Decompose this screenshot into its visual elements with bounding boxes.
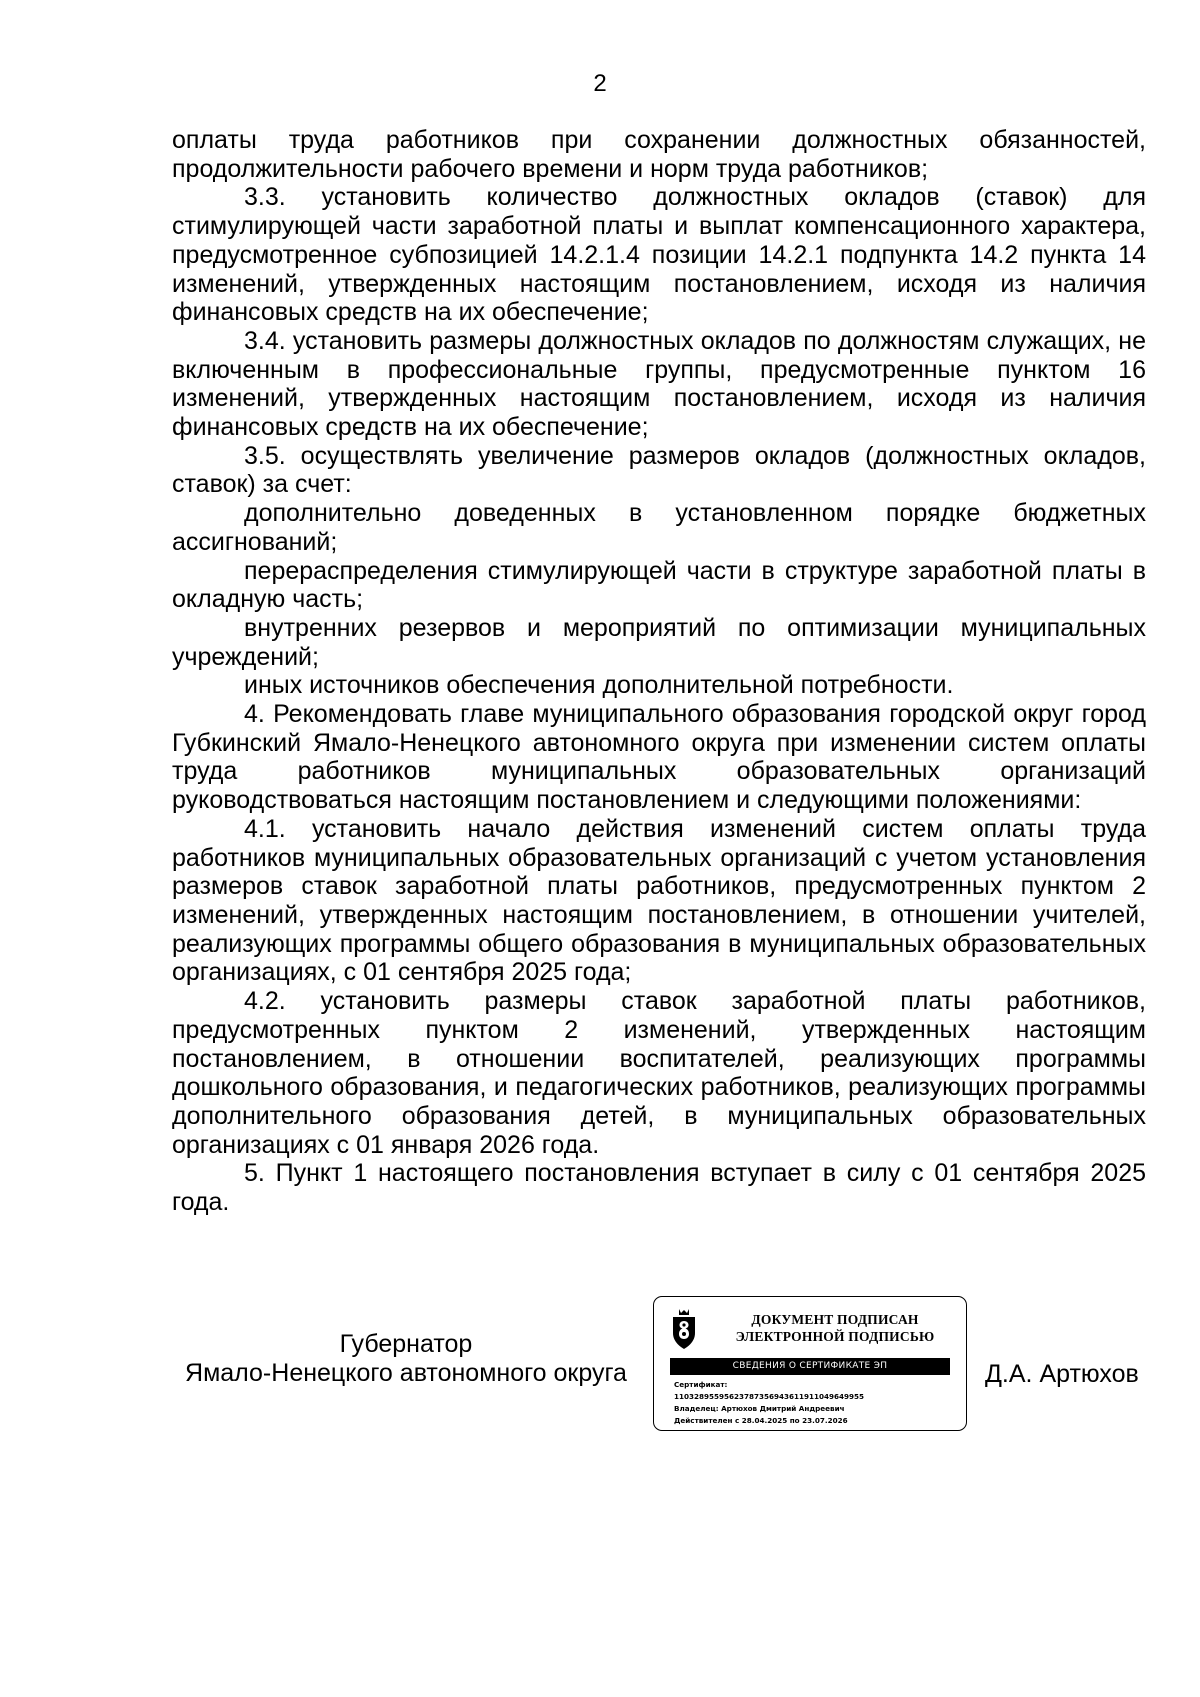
paragraph: 4.2. установить размеры ставок заработной платы работников, предусмотренных пунктом 2 изменений, утвержденных настоящим постановлением, в отношении воспитателей, реализующих программы дошкольного образования, и педагогических работников, реализующих программы дополнительного образования детей, в муниципальных образовательных организациях с 01 января 2026 года.	[172, 987, 1146, 1159]
paragraph: иных источников обеспечения дополнительной потребности.	[244, 671, 954, 700]
signatory-position-line1: Губернатор	[339, 1330, 473, 1358]
signatory-name: Д.А. Артюхов	[985, 1360, 1139, 1388]
paragraph: дополнительно доведенных в установленном порядке бюджетных ассигнований;	[172, 499, 1146, 556]
certificate-validity: Действителен с 28.04.2025 по 23.07.2026	[674, 1416, 848, 1425]
paragraph: 4.1. установить начало действия изменений систем оплаты труда работников муниципальных образовательных организаций с учетом установления размеров ставок заработной платы работников, предусмотренных пунктом 2 изменений, утвержденных настоящим постановлением, в отношении учителей, реализующих программы общего образования в муниципальных образовательных организациях, с 01 сентября 2025 года;	[172, 814, 1146, 987]
paragraph: 4. Рекомендовать главе муниципального образования городской округ город Губкинский Ямало-Ненецкого автономного округа при изменении систем оплаты труда работников муниципальных образовательных организаций руководствоваться настоящим постановлением и следующими положениями:	[172, 700, 1146, 815]
paragraph: оплаты труда работников при сохранении должностных обязанностей, продолжительности рабочего времени и норм труда работников;	[172, 126, 1146, 183]
stamp-title	[712, 1311, 958, 1345]
paragraph: 5. Пункт 1 настоящего постановления вступает в силу с 01 сентября 2025 года.	[172, 1159, 1146, 1217]
electronic-signature-stamp	[653, 1296, 967, 1431]
certificate-info-bar: СВЕДЕНИЯ О СЕРТИФИКАТЕ ЭП	[670, 1358, 950, 1375]
paragraph: 3.4. установить размеры должностных окладов по должностям служащих, не включенным в профессиональные группы, предусмотренные пунктом 16 изменений, утвержденных настоящим постановлением, исходя из наличия финансовых средств на их обеспечение;	[172, 326, 1146, 442]
stamp-title-line2: ЭЛЕКТРОННОЙ ПОДПИСЬЮ	[735, 1329, 935, 1344]
paragraph: внутренних резервов и мероприятий по оптимизации муниципальных учреждений;	[172, 613, 1146, 671]
page-number: 2	[593, 70, 607, 97]
certificate-number: 11032895595623787356943611911049649955	[674, 1392, 865, 1401]
stamp-title-line1: ДОКУМЕНТ ПОДПИСАН	[751, 1312, 919, 1327]
document-body	[172, 126, 1146, 1217]
certificate-details	[674, 1379, 959, 1427]
paragraph: 3.3. установить количество должностных окладов (ставок) для стимулирующей части заработной платы и выплат компенсационного характера, предусмотренное субпозицией 14.2.1.4 позиции 14.2.1 подпункта 14.2 пункта 14 изменений, утвержденных настоящим постановлением, исходя из наличия финансовых средств на их обеспечение;	[172, 183, 1146, 327]
signatory-position	[172, 1330, 640, 1388]
signature-block	[0, 1296, 1200, 1436]
coat-of-arms-icon	[668, 1307, 700, 1351]
paragraph: 3.5. осуществлять увеличение размеров окладов (должностных окладов, ставок) за счет:	[172, 441, 1146, 499]
paragraph: перераспределения стимулирующей части в структуре заработной платы в окладную часть;	[172, 556, 1146, 614]
certificate-owner: Владелец: Артюхов Дмитрий Андреевич	[674, 1404, 845, 1413]
certificate-label: Сертификат:	[674, 1380, 728, 1389]
signatory-position-line2: Ямало-Ненецкого автономного округа	[185, 1359, 627, 1387]
